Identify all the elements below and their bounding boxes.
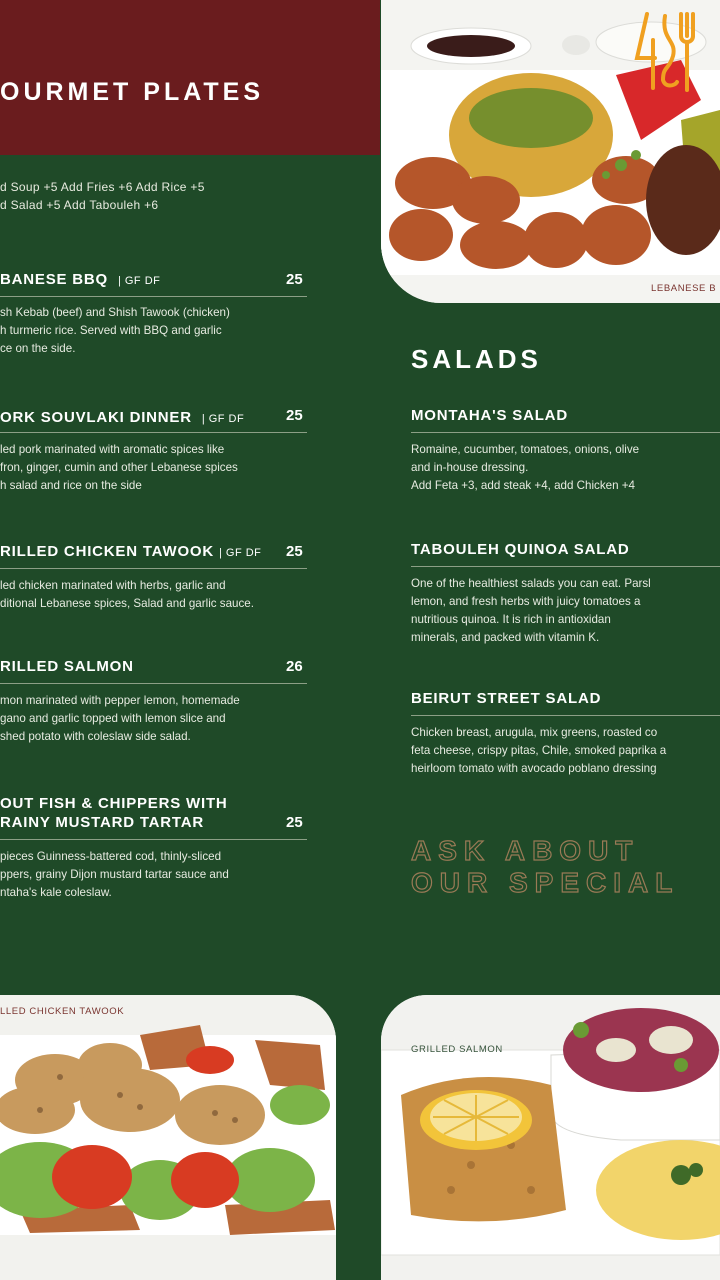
divider [0,683,307,684]
desc-line: ditional Lebanese spices, Salad and garlic sauce. [0,597,254,610]
desc-line: minerals, and packed with vitamin K. [411,631,600,644]
desc-line: h salad and rice on the side [0,479,142,492]
divider [0,839,307,840]
fork-knife-logo-icon [633,10,697,92]
menu-item-title [0,409,244,426]
dietary-tag: | GF DF [117,275,161,287]
menu-item-description [0,304,307,358]
desc-line: h turmeric rice. Served with BBQ and garlic [0,324,222,337]
grilled-chicken-tawook-photo [0,995,336,1280]
desc-line: fron, ginger, cumin and other Lebanese spices [0,461,238,474]
addons-line-2: d Salad +5 Add Tabouleh +6 [0,198,159,212]
menu-item-name: RILLED CHICKEN TAWOOK [0,543,215,560]
menu-item-title [0,658,134,675]
divider [411,432,720,433]
desc-line: Chicken breast, arugula, mix greens, roasted co [411,726,658,739]
desc-line: ppers, grainy Dijon mustard tartar sauce and [0,868,229,881]
desc-line: gano and garlic topped with lemon slice and [0,712,226,725]
desc-line: Add Feta +3, add steak +4, add Chicken +4 [411,479,635,492]
photo-caption-grilled-salmon: GRILLED SALMON [411,1044,503,1055]
menu-item-title-line-2: RAINY MUSTARD TARTAR [0,814,205,831]
divider [0,296,307,297]
salad-item-description [411,441,720,495]
menu-item-price: 25 [286,814,303,831]
dietary-tag: | GF DF [201,413,245,425]
menu-item-description [0,848,307,902]
menu-item-name: ORK SOUVLAKI DINNER [0,409,192,426]
salad-item-description [411,575,720,647]
grilled-salmon-image [381,995,720,1280]
desc-line: shed potato with coleslaw side salad. [0,730,191,743]
menu-item-name: RILLED SALMON [0,658,134,675]
desc-line: feta cheese, crispy pitas, Chile, smoked paprika a [411,744,667,757]
desc-line: Romaine, cucumber, tomatoes, onions, olive [411,443,640,456]
menu-item-description [0,692,307,746]
desc-line: ntaha's kale coleslaw. [0,886,112,899]
menu-item-name: BANESE BBQ [0,271,109,288]
grilled-chicken-tawook-image [0,995,336,1280]
desc-line: ce on the side. [0,342,76,355]
salad-item-name: TABOULEH QUINOA SALAD [411,541,630,558]
desc-line: led pork marinated with aromatic spices like [0,443,225,456]
menu-item-price: 25 [286,543,303,560]
section-title-gourmet-plates: OURMET PLATES [0,78,265,106]
desc-line: heirloom tomato with avocado poblano dressing [411,762,657,775]
divider [0,432,307,433]
photo-caption-lebanese-bbq: LEBANESE B [651,283,717,294]
addons-line-1: d Soup +5 Add Fries +6 Add Rice +5 [0,180,205,194]
divider [411,715,720,716]
menu-item-price: 25 [286,271,303,288]
menu-item-description [0,441,307,495]
divider [411,566,720,567]
dietary-tag: | GF DF [218,547,262,559]
desc-line: mon marinated with pepper lemon, homemade [0,694,240,707]
menu-item-description [0,577,307,613]
salad-item-name: MONTAHA'S SALAD [411,407,568,424]
ask-about-special-line-1: ASK ABOUT [411,835,640,866]
photo-caption-chicken-tawook: LLED CHICKEN TAWOOK [0,1006,125,1017]
desc-line: pieces Guinness-battered cod, thinly-sliced [0,850,222,863]
desc-line: sh Kebab (beef) and Shish Tawook (chicken) [0,306,230,319]
menu-item-title-line-1: OUT FISH & CHIPPERS WITH [0,795,228,812]
ask-about-special-line-2: OUR SPECIAL [411,867,680,898]
menu-item-price: 26 [286,658,303,675]
divider [0,568,307,569]
desc-line: lemon, and fresh herbs with juicy tomatoes a [411,595,641,608]
desc-line: led chicken marinated with herbs, garlic and [0,579,226,592]
section-title-salads: SALADS [411,344,542,374]
salad-item-description [411,724,720,778]
desc-line: nutritious quinoa. It is rich in antioxidan [411,613,611,626]
salad-item-name: BEIRUT STREET SALAD [411,690,602,707]
grilled-salmon-photo [381,995,720,1280]
menu-item-title [0,271,160,288]
desc-line: and in-house dressing. [411,461,529,474]
menu-item-title [0,543,261,560]
menu-item-price: 25 [286,407,303,424]
desc-line: One of the healthiest salads you can eat. Parsl [411,577,651,590]
